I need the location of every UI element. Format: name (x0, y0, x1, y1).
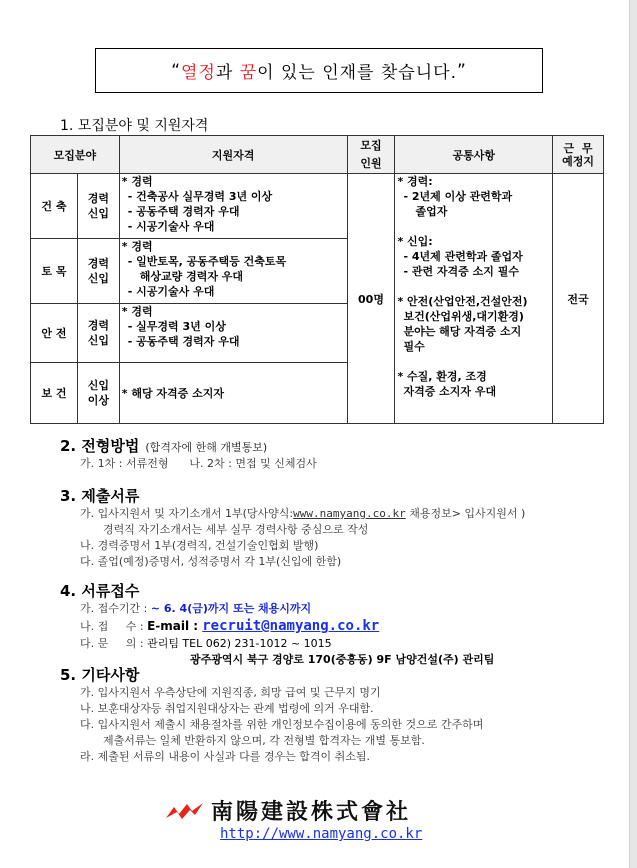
row-field: 건 축 (31, 174, 78, 239)
section3-item1-cont: 경력직 자기소개서는 세부 실무 경력사항 중심으로 작성 (103, 523, 369, 536)
section3-item1-prefix: 가. 입사지원서 및 자기소개서 1부(당사양식: (80, 507, 294, 520)
header-location-line2: 예정지 (562, 154, 594, 168)
footer-website-link[interactable]: http://www.namyang.co.kr (220, 826, 423, 842)
section2-heading (60, 435, 317, 456)
slogan-passion: 열정 (181, 63, 216, 83)
common-line: * 경력: (397, 175, 433, 188)
row-type (77, 239, 119, 304)
section5-item1: 가. 입사지원서 우측상단에 지원직종, 희망 급여 및 근무지 명기 (80, 686, 381, 699)
common-line: 졸업자 (415, 205, 448, 218)
header-count-line2: 인원 (360, 156, 382, 170)
common-line: * 신입: (397, 235, 433, 248)
row-type-line2: 이상 (87, 394, 109, 407)
qual-line: * 경력 (121, 305, 153, 318)
work-location: 전국 (553, 174, 604, 424)
header-count-line1: 모집 (360, 138, 382, 152)
receipt-label: 나. 접 수 : (80, 620, 148, 633)
slogan-text-1: 과 (215, 63, 240, 83)
common-line: 자격증 소지자 우대 (403, 385, 497, 398)
page-scrollbar-strip (629, 0, 637, 868)
slogan-open-quote: “ (171, 60, 182, 81)
section4-receipt (60, 617, 494, 636)
slogan-close-quote: ” (456, 60, 467, 81)
section5 (60, 664, 483, 765)
common-requirements (395, 174, 553, 424)
common-new (397, 234, 550, 279)
row-type-line2: 신입 (87, 334, 109, 347)
row-type (77, 174, 119, 239)
header-location (553, 136, 604, 174)
common-line: 필수 (403, 340, 425, 353)
email-link[interactable]: recruit@namyang.co.kr (202, 618, 380, 634)
section4-inquiry (60, 636, 494, 652)
row-field: 안 전 (31, 304, 78, 363)
common-line: * 안전(산업안전,건설안전) (397, 295, 528, 308)
header-count (347, 136, 395, 174)
row-type (77, 304, 119, 363)
section2 (60, 435, 317, 472)
row-type-line1: 경력 (87, 192, 109, 205)
qual-line: - 시공기술사 우대 (127, 220, 215, 233)
section5-item4: 라. 제출된 서류의 내용이 사실과 다를 경우는 합격이 취소됨. (80, 750, 370, 763)
row-qualification (119, 174, 347, 239)
qual-line: - 건축공사 실무경력 3년 이상 (127, 190, 273, 203)
section2-title: 2. 전형방법 (60, 437, 140, 455)
recruit-count: 00명 (347, 174, 395, 424)
qual-line: * 경력 (121, 175, 153, 188)
qual-line: * 경력 (121, 240, 153, 253)
section3-item1 (60, 506, 525, 522)
section3-item3: 다. 졸업(예정)증명서, 성적증명서 각 1부(신입에 한함) (80, 555, 342, 568)
qual-line: 해상교량 경력자 우대 (139, 270, 244, 283)
company-address: 광주광역시 북구 경양로 170(중흥동) 9F 남양건설(주) 관리팀 (190, 653, 495, 666)
section4 (60, 580, 494, 668)
section5-item3-cont: 제출서류는 일체 반환하지 않으며, 각 전형별 합격자는 개별 통보함. (103, 734, 425, 747)
slogan-dream: 꿈 (239, 63, 258, 83)
row-type-line1: 경력 (87, 257, 109, 270)
qual-line: - 실무경력 3년 이상 (127, 320, 226, 333)
wave-logo-icon (165, 801, 205, 821)
header-common: 공통사항 (395, 136, 553, 174)
company-logo (165, 795, 411, 826)
inquiry-value: 관리팀 TEL 062) 231-1012 ~ 1015 (147, 637, 332, 650)
row-type-line2: 신입 (87, 272, 109, 285)
slogan-box (95, 48, 543, 93)
row-type-line1: 경력 (87, 319, 109, 332)
qual-line: * 해당 자격증 소지자 (121, 386, 225, 400)
row-type-line1: 신입 (87, 379, 109, 392)
header-field: 모집분야 (31, 136, 120, 174)
table-header-row (31, 136, 604, 174)
period-label: 가. 접수기간 : (80, 602, 151, 615)
qual-line: - 시공기술사 우대 (127, 285, 215, 298)
row-qualification (119, 239, 347, 304)
section4-period (60, 601, 494, 617)
row-field: 토 목 (31, 239, 78, 304)
section5-item2: 나. 보훈대상자등 취업지원대상자는 관계 법령에 의거 우대함. (80, 702, 374, 715)
section5-item3: 다. 입사지원서 제출시 채용절차를 위한 개인정보수집이용에 동의한 것으로 간주하며 (80, 718, 484, 731)
section4-title: 4. 서류접수 (60, 582, 140, 600)
common-line: 분야는 해당 자격증 소지 (403, 325, 522, 338)
section3-title: 3. 제출서류 (60, 487, 140, 505)
company-name: 南陽建設株式會社 (211, 799, 412, 825)
inquiry-label: 다. 문 의 : (80, 637, 148, 650)
section3-item2: 나. 경력증명서 1부(경력직, 건설기술인협회 발행) (80, 539, 319, 552)
qual-line: - 공동주택 경력자 우대 (127, 205, 240, 218)
common-line: - 관련 자격증 소지 필수 (403, 265, 519, 278)
table-row (31, 174, 604, 239)
common-career (397, 174, 550, 219)
qual-line: - 공동주택 경력자 우대 (127, 335, 240, 348)
section3-item1-suffix: 채용정보> 입사지원서 ) (405, 507, 526, 520)
section5-title: 5. 기타사항 (60, 666, 140, 684)
common-line: * 수질, 환경, 조경 (397, 370, 487, 383)
recruit-table (30, 135, 604, 424)
row-type (77, 363, 119, 424)
header-location-line1: 근 무 (563, 141, 593, 155)
section3 (60, 485, 525, 570)
qual-line: - 일반토목, 공동주택등 건축토목 (127, 255, 287, 268)
common-line: - 2년제 이상 관련학과 (403, 190, 513, 203)
row-qualification (119, 363, 347, 424)
header-qualification: 지원자격 (119, 136, 347, 174)
common-line: - 4년제 관련학과 졸업자 (403, 250, 523, 263)
row-type-line2: 신입 (87, 207, 109, 220)
email-label: E-mail : (147, 619, 203, 633)
section2-note: (합격자에 한해 개별통보) (145, 441, 268, 454)
common-preference (397, 369, 550, 399)
common-line: 보건(산업위생,대기환경) (403, 310, 524, 323)
company-website-link[interactable]: www.namyang.co.kr (293, 507, 406, 520)
row-qualification (119, 304, 347, 363)
section1-title: 1. 모집분야 및 지원자격 (60, 118, 209, 134)
section2-line: 가. 1차 : 서류전형 나. 2차 : 면접 및 신체검사 (80, 457, 317, 470)
common-safety (397, 294, 550, 354)
period-value: ~ 6. 4(금)까지 또는 채용시까지 (150, 602, 312, 615)
row-field: 보 건 (31, 363, 78, 424)
slogan-text-2: 이 있는 인재를 찾습니다. (257, 63, 457, 83)
